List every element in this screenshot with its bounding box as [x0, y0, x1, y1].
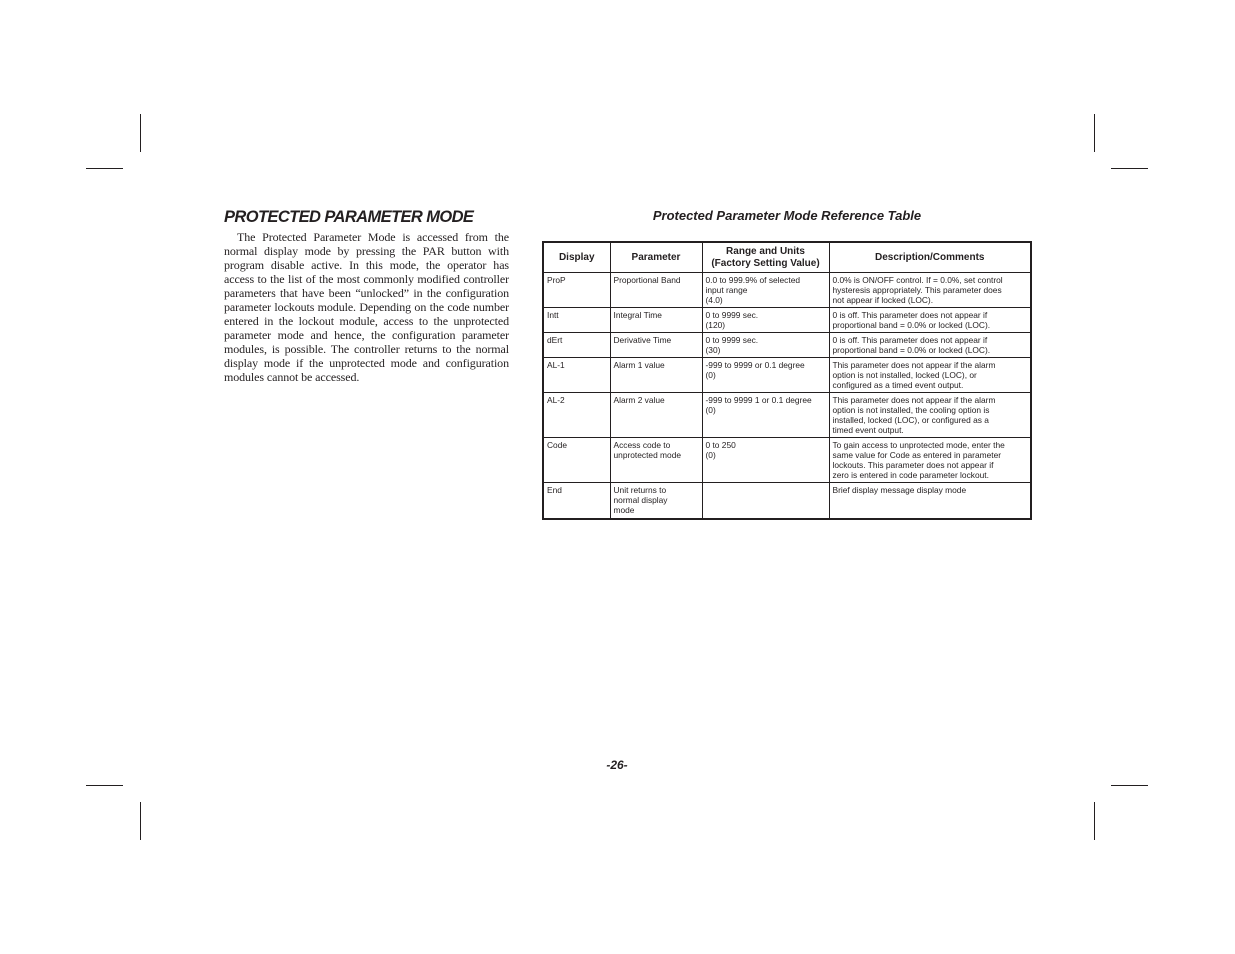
- cell-display: AL-1: [543, 358, 610, 393]
- cell-display: AL-2: [543, 393, 610, 438]
- cell-description: 0 is off. This parameter does not appear if proportional band = 0.0% or locked (LOC).: [829, 333, 1031, 358]
- table-row: [543, 393, 1031, 438]
- table-row: [543, 273, 1031, 308]
- cell-display: End: [543, 483, 610, 520]
- cell-range: [702, 483, 829, 520]
- cell-display: Intt: [543, 308, 610, 333]
- section-body-text: The Protected Parameter Mode is accessed from the normal display mode by pressing the PAR button with program disable active. In this mode, the operator has access to the list of the most commonly modified controller parameters that have been “unlocked” in the configuration parameter lockouts module. Depending on the code number entered in the lockout module, access to the unprotected parameter mode and hence, the configuration parameter modules, is possible. The controller returns to the normal display mode if the unprotected mode and configuration modules cannot be accessed.: [224, 230, 509, 384]
- crop-mark-top-right-horizontal: [1111, 168, 1148, 169]
- table-row: [543, 483, 1031, 520]
- table-row: [543, 308, 1031, 333]
- reference-table: [542, 241, 1032, 520]
- cell-description: This parameter does not appear if the alarm option is not installed, the cooling option is installed, locked (LOC), or configured as a timed event output.: [829, 393, 1031, 438]
- crop-mark-top-left-horizontal: [86, 168, 123, 169]
- cell-parameter: Access code to unprotected mode: [610, 438, 702, 483]
- cell-parameter: Integral Time: [610, 308, 702, 333]
- cell-display: Code: [543, 438, 610, 483]
- header-description: Description/Comments: [829, 242, 1031, 273]
- table-header-row: [543, 242, 1031, 273]
- cell-description: Brief display message display mode: [829, 483, 1031, 520]
- cell-range: -999 to 9999 or 0.1 degree (0): [702, 358, 829, 393]
- table-title: Protected Parameter Mode Reference Table: [652, 208, 922, 223]
- crop-mark-top-right-vertical: [1094, 114, 1095, 152]
- cell-display: dErt: [543, 333, 610, 358]
- table-row: [543, 358, 1031, 393]
- cell-description: To gain access to unprotected mode, enter the same value for Code as entered in parameter lockouts. This parameter does not appear if zero is entered in code parameter lockout.: [829, 438, 1031, 483]
- header-display: Display: [543, 242, 610, 273]
- cell-range: 0 to 9999 sec. (120): [702, 308, 829, 333]
- cell-parameter: Derivative Time: [610, 333, 702, 358]
- cell-parameter: Alarm 1 value: [610, 358, 702, 393]
- header-parameter: Parameter: [610, 242, 702, 273]
- crop-mark-bottom-right-horizontal: [1111, 785, 1148, 786]
- cell-range: 0.0 to 999.9% of selected input range (4.0): [702, 273, 829, 308]
- crop-mark-top-left-vertical: [140, 114, 141, 152]
- crop-mark-bottom-left-vertical: [140, 802, 141, 840]
- cell-parameter: Unit returns to normal display mode: [610, 483, 702, 520]
- cell-display: ProP: [543, 273, 610, 308]
- cell-description: 0.0% is ON/OFF control. If = 0.0%, set control hysteresis appropriately. This parameter does not appear if locked (LOC).: [829, 273, 1031, 308]
- cell-description: 0 is off. This parameter does not appear if proportional band = 0.0% or locked (LOC).: [829, 308, 1031, 333]
- section-protected-parameter-mode: [224, 207, 509, 384]
- cell-parameter: Proportional Band: [610, 273, 702, 308]
- page-number: -26-: [606, 758, 628, 772]
- header-range: Range and Units (Factory Setting Value): [702, 242, 829, 273]
- table-row: [543, 438, 1031, 483]
- cell-description: This parameter does not appear if the alarm option is not installed, locked (LOC), or configured as a timed event output.: [829, 358, 1031, 393]
- cell-range: -999 to 9999 1 or 0.1 degree (0): [702, 393, 829, 438]
- crop-mark-bottom-right-vertical: [1094, 802, 1095, 840]
- crop-mark-bottom-left-horizontal: [86, 785, 123, 786]
- cell-range: 0 to 9999 sec. (30): [702, 333, 829, 358]
- section-title: PROTECTED PARAMETER MODE: [224, 208, 474, 226]
- cell-range: 0 to 250 (0): [702, 438, 829, 483]
- table-row: [543, 333, 1031, 358]
- cell-parameter: Alarm 2 value: [610, 393, 702, 438]
